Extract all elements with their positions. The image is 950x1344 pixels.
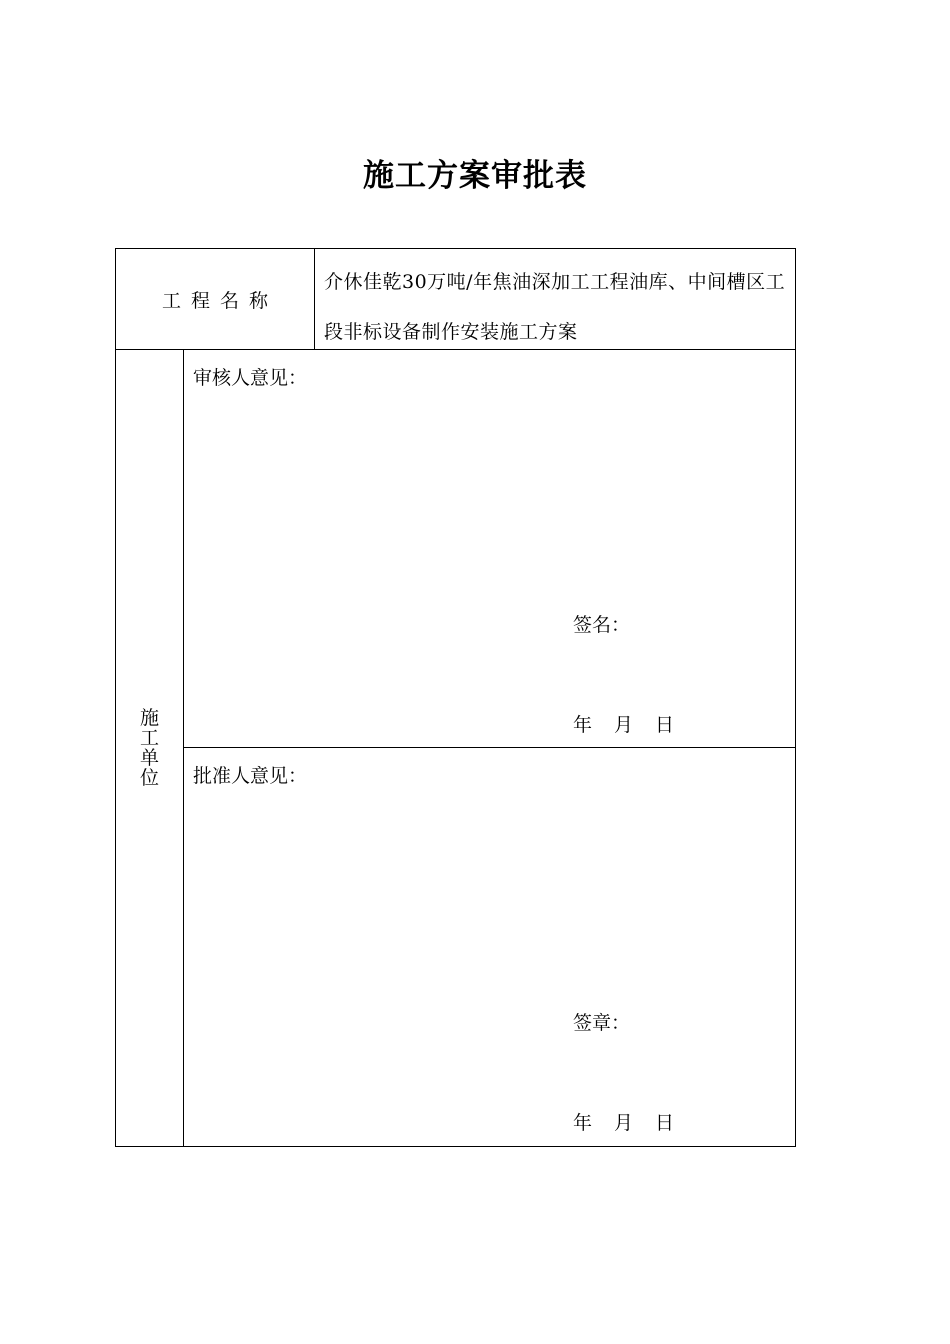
reviewer-date-year: 年: [573, 714, 593, 736]
construction-unit-label: 施工单位: [139, 707, 159, 789]
construction-unit-cell: [116, 350, 184, 1146]
reviewer-opinion-cell: [184, 350, 795, 748]
approver-date-year: 年: [573, 1112, 593, 1134]
approver-date-row: [573, 1110, 674, 1136]
page-title: 施工方案审批表: [363, 158, 587, 194]
project-name-label: 工程名称: [116, 249, 315, 350]
approver-opinion-cell: [184, 748, 795, 1146]
reviewer-date-day: 日: [655, 714, 675, 736]
reviewer-signature-label: 签名：: [573, 614, 631, 636]
reviewer-date-row: [573, 712, 674, 738]
reviewer-opinion-label: 审核人意见：: [193, 367, 308, 389]
approver-date-month: 月: [614, 1112, 634, 1134]
approver-date-day: 日: [655, 1112, 675, 1134]
project-name-value: 介休佳乾30万吨/年焦油深加工工程油库、中间槽区工段非标设备制作安装施工方案: [315, 249, 795, 350]
approval-form-table: [115, 248, 796, 1147]
reviewer-date-month: 月: [614, 714, 634, 736]
approver-opinion-label: 批准人意见：: [193, 765, 308, 787]
approver-seal-label: 签章：: [573, 1012, 631, 1034]
